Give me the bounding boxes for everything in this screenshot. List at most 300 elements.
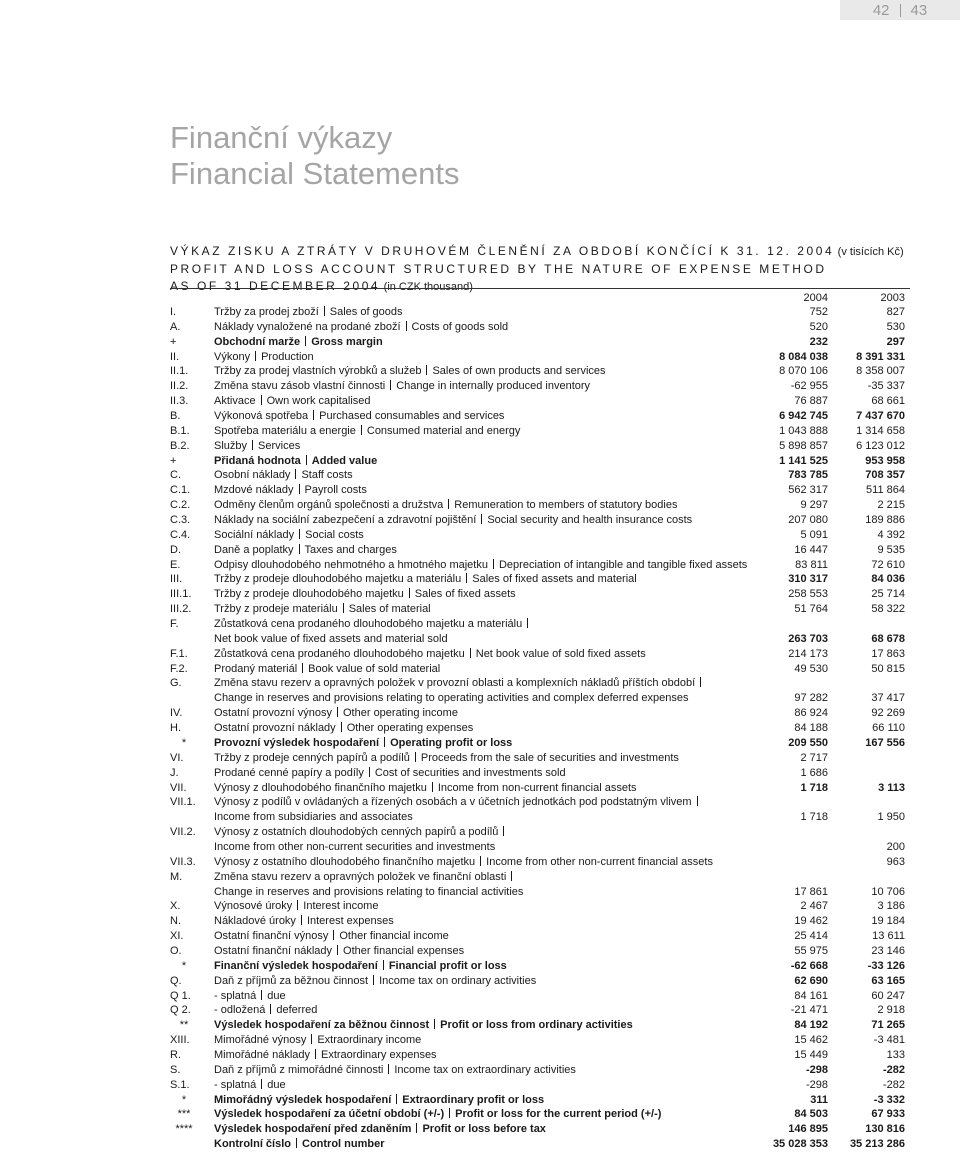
- value-2003: 68 661: [871, 395, 905, 408]
- row-label-czech: Tržby z prodeje dlouhodobého majetku a materiálu: [214, 573, 462, 586]
- heading-divider: [170, 288, 910, 289]
- row-code: C.3.: [170, 514, 191, 527]
- row-label: [214, 677, 706, 689]
- value-2003: 7 437 670: [856, 410, 905, 423]
- value-2003: 84 036: [871, 573, 905, 586]
- table-row: [0, 960, 960, 975]
- table-row: [0, 440, 960, 455]
- label-separator: [396, 1094, 397, 1104]
- row-label: [214, 499, 677, 511]
- table-row: [0, 1064, 960, 1079]
- label-separator: [493, 559, 494, 569]
- row-label-english: Profit or loss for the current period (+/-): [455, 1108, 662, 1121]
- row-code: F.1.: [170, 647, 188, 660]
- row-code: C.4.: [170, 528, 191, 541]
- label-separator: [700, 677, 701, 687]
- table-row: [0, 1004, 960, 1019]
- row-label-czech: Tržby z prodeje cenných papírů a podílů: [214, 751, 410, 764]
- value-2004: 311: [810, 1093, 828, 1106]
- table-row: [0, 782, 960, 797]
- value-2004: 1 686: [800, 766, 828, 779]
- row-label: [214, 1049, 437, 1061]
- statement-table: [0, 306, 960, 1153]
- value-2003: 25 714: [871, 588, 905, 601]
- row-code: E.: [170, 558, 181, 571]
- row-label-czech: Přidaná hodnota: [214, 454, 301, 467]
- value-2003: 60 247: [871, 989, 905, 1002]
- heading-czech: VÝKAZ ZISKU A ZTRÁTY V DRUHOVÉM ČLENĚNÍ ZA OBDOBÍ KONČÍCÍ K 31. 12. 2004: [170, 244, 835, 258]
- label-separator: [503, 826, 504, 836]
- row-label-english: Interest expenses: [306, 915, 394, 928]
- row-code: D.: [170, 543, 181, 556]
- row-label-english: Costs of goods sold: [411, 320, 509, 333]
- value-2004: -21 471: [790, 1004, 828, 1017]
- row-code: II.2.: [170, 380, 189, 393]
- label-separator: [255, 351, 256, 361]
- row-label-czech: Výsledek hospodaření před zdaněním: [214, 1123, 412, 1136]
- row-label-english: Social costs: [305, 528, 364, 541]
- table-row: [0, 975, 960, 990]
- row-label-english: Other financial income: [339, 930, 449, 943]
- value-2004: 8 084 038: [779, 350, 828, 363]
- value-2003: -282: [882, 1063, 905, 1076]
- row-label: [214, 707, 458, 719]
- row-label-czech: Daň z příjmů za běžnou činnost: [214, 974, 369, 987]
- row-label: [214, 588, 516, 600]
- label-separator: [343, 603, 344, 613]
- label-separator: [426, 365, 427, 375]
- table-row: [0, 603, 960, 618]
- value-2004: 83 811: [795, 558, 828, 571]
- row-code: VII.: [170, 781, 187, 794]
- row-label-czech: Změna stavu rezerv a opravných položek v provozní oblasti a komplexních nákladů příštích období: [214, 677, 696, 690]
- row-label-czech: - splatná: [214, 989, 257, 1002]
- label-separator: [337, 707, 338, 717]
- row-label: [214, 440, 300, 452]
- table-row: [0, 559, 960, 574]
- value-2004: -62 955: [790, 380, 828, 393]
- label-separator: [466, 573, 467, 583]
- label-separator: [481, 514, 482, 524]
- label-separator: [324, 306, 325, 316]
- table-row: [0, 663, 960, 678]
- row-label-czech: - odložená: [214, 1004, 266, 1017]
- row-code: B.1.: [170, 424, 190, 437]
- label-separator: [390, 380, 391, 390]
- row-label-czech: Odpisy dlouhodobého nehmotného a hmotného majetku: [214, 558, 488, 571]
- value-2003: 953 958: [865, 454, 905, 467]
- value-2003: 68 678: [871, 632, 905, 645]
- value-2003: -3 332: [873, 1093, 905, 1106]
- value-2003: -282: [882, 1078, 905, 1091]
- value-2003: 23 146: [871, 944, 905, 957]
- table-row: [0, 544, 960, 559]
- row-code: C.: [170, 469, 181, 482]
- label-separator: [527, 618, 528, 628]
- row-label-czech: Změna stavu zásob vlastní činnosti: [214, 380, 386, 393]
- row-code: Q 1.: [170, 989, 191, 1002]
- value-2003: 189 886: [865, 514, 905, 527]
- table-row: [0, 826, 960, 841]
- label-separator: [470, 648, 471, 658]
- row-code: O.: [170, 944, 182, 957]
- label-separator: [697, 796, 698, 806]
- table-row: [0, 677, 960, 692]
- row-label-czech: Mimořádné náklady: [214, 1048, 310, 1061]
- value-2003: 200: [886, 840, 905, 853]
- page-title: [170, 120, 459, 192]
- row-label-czech: Tržby z prodeje materiálu: [214, 603, 338, 616]
- row-label-english: Taxes and charges: [304, 543, 397, 556]
- table-row: [0, 1049, 960, 1064]
- value-2003: 511 864: [866, 484, 905, 497]
- label-separator: [369, 767, 370, 777]
- row-label: [214, 544, 397, 556]
- row-label-english: Control number: [302, 1138, 385, 1151]
- row-label-english: Income from other non-current financial assets: [486, 855, 713, 868]
- row-label: [214, 336, 383, 348]
- value-2003: -3 481: [873, 1034, 905, 1047]
- value-2004: 25 414: [794, 930, 828, 943]
- label-separator: [261, 395, 262, 405]
- table-row: [0, 395, 960, 410]
- table-row: [0, 900, 960, 915]
- value-2004: 16 447: [794, 543, 828, 556]
- table-row: [0, 737, 960, 752]
- row-label-czech: Finanční výsledek hospodaření: [214, 959, 378, 972]
- value-2003: 17 863: [871, 647, 905, 660]
- value-2004: 783 785: [788, 469, 828, 482]
- row-label-english: Production: [261, 350, 314, 363]
- row-label-czech: Ostatní finanční náklady: [214, 944, 333, 957]
- row-code: C.1.: [170, 484, 191, 497]
- table-row: [0, 588, 960, 603]
- value-2003: 19 184: [871, 915, 905, 928]
- row-label-czech: - splatná: [214, 1078, 257, 1091]
- label-separator: [302, 663, 303, 673]
- row-label: [214, 886, 523, 898]
- row-label-english: Income tax on extraordinary activities: [394, 1063, 576, 1076]
- value-2004: 1 718: [800, 811, 828, 824]
- value-2004: 310 317: [788, 573, 828, 586]
- value-2004: 562 317: [788, 484, 828, 497]
- row-label: [214, 1123, 546, 1135]
- page-number-divider: [900, 4, 901, 17]
- row-code: B.: [170, 410, 181, 423]
- row-label: [214, 1094, 544, 1106]
- table-row: [0, 1094, 960, 1109]
- row-label: [214, 573, 637, 585]
- value-2004: 214 173: [788, 647, 828, 660]
- row-label-english: Proceeds from the sale of securities and investments: [420, 751, 679, 764]
- value-2004: 17 861: [794, 885, 828, 898]
- value-2004: 2 717: [800, 751, 828, 764]
- table-row: [0, 1079, 960, 1094]
- value-2004: 146 895: [788, 1123, 828, 1136]
- row-code: X.: [170, 900, 181, 913]
- label-separator: [270, 1004, 271, 1014]
- value-2004: -62 668: [790, 959, 828, 972]
- row-label-czech: Výnosy z ostatních dlouhodobých cenných papírů a podílů: [214, 826, 499, 839]
- table-row: [0, 306, 960, 321]
- column-header-2004: 2004: [803, 292, 828, 304]
- row-label-english: Other operating income: [343, 707, 458, 720]
- row-label: [214, 306, 403, 318]
- value-2003: 35 213 286: [849, 1138, 905, 1151]
- row-code: B.2.: [170, 439, 190, 452]
- row-label-czech: Tržby za prodej zboží: [214, 306, 319, 318]
- value-2004: 520: [809, 320, 828, 333]
- value-2003: 1 950: [877, 811, 905, 824]
- row-label: [214, 410, 504, 422]
- heading-line-1: [170, 243, 910, 261]
- value-2004: 84 503: [794, 1108, 828, 1121]
- row-label-english: Extraordinary profit or loss: [402, 1093, 545, 1106]
- table-row: [0, 856, 960, 871]
- row-label: [214, 351, 314, 363]
- value-2004: 76 887: [794, 395, 828, 408]
- table-row: [0, 811, 960, 826]
- row-label: [214, 930, 449, 942]
- label-separator: [295, 469, 296, 479]
- row-label-english: Consumed material and energy: [366, 424, 521, 437]
- value-2003: 72 610: [871, 558, 905, 571]
- label-separator: [252, 440, 253, 450]
- row-label-czech: Ostatní provozní náklady: [214, 722, 336, 735]
- row-label: [214, 1064, 576, 1076]
- row-label-english: Net book value of sold fixed assets: [475, 647, 646, 660]
- row-label: [214, 975, 536, 987]
- row-code: F.2.: [170, 662, 188, 675]
- label-separator: [406, 321, 407, 331]
- row-code: S.1.: [170, 1078, 190, 1091]
- table-row: [0, 455, 960, 470]
- label-separator: [297, 900, 298, 910]
- row-label-english: Services: [258, 439, 301, 452]
- row-label-czech: Ostatní provozní výnosy: [214, 707, 332, 720]
- label-separator: [301, 915, 302, 925]
- value-2003: 6 123 012: [856, 439, 905, 452]
- row-label: [214, 469, 353, 481]
- table-row: [0, 336, 960, 351]
- row-code: F.: [170, 618, 179, 631]
- table-row: [0, 886, 960, 901]
- row-label-czech: Náklady vynaložené na prodané zboží: [214, 320, 401, 333]
- row-label: [214, 826, 509, 838]
- row-label-czech: Aktivace: [214, 395, 256, 408]
- label-separator: [315, 1049, 316, 1059]
- value-2004: 84 188: [794, 722, 828, 735]
- row-label-english: Change in internally produced inventory: [396, 380, 591, 393]
- row-label-english: Other operating expenses: [346, 722, 474, 735]
- row-code: N.: [170, 915, 181, 928]
- value-2003: 297: [886, 335, 905, 348]
- row-label-czech: Mzdové náklady: [214, 484, 294, 497]
- row-code: III.1.: [170, 588, 192, 601]
- value-2004: 5 898 857: [779, 439, 828, 452]
- table-row: [0, 365, 960, 380]
- page-number-left: 42: [872, 1, 890, 19]
- row-label: [214, 395, 371, 407]
- column-header-2003: 2003: [880, 292, 905, 304]
- row-label-czech: Výnosy z dlouhodobého finančního majetku: [214, 781, 427, 794]
- row-label: [214, 603, 431, 615]
- row-label: [214, 722, 473, 734]
- row-label: [214, 1004, 317, 1016]
- row-label-czech: Náklady na sociální zabezpečení a zdravotní pojištění: [214, 514, 477, 527]
- row-label-english: Financial profit or loss: [388, 959, 507, 972]
- row-label-czech: Income from other non-current securities and investments: [214, 840, 496, 853]
- row-label-czech: Výsledek hospodaření za účetní období (+/-): [214, 1108, 445, 1121]
- row-label: [214, 618, 533, 630]
- row-label: [214, 663, 440, 675]
- label-separator: [384, 737, 385, 747]
- row-label: [214, 321, 508, 333]
- row-code: Q.: [170, 974, 182, 987]
- row-label: [214, 871, 517, 883]
- row-code: J.: [170, 766, 179, 779]
- label-separator: [409, 588, 410, 598]
- row-label-english: Payroll costs: [304, 484, 367, 497]
- row-label-czech: Obchodní marže: [214, 335, 301, 348]
- heading-english: PROFIT AND LOSS ACCOUNT STRUCTURED BY THE NATURE OF EXPENSE METHOD: [170, 262, 827, 276]
- row-label: [214, 915, 394, 927]
- value-2003: 71 265: [871, 1019, 905, 1032]
- row-code: *: [181, 959, 187, 972]
- row-label-english: Operating profit or loss: [390, 736, 513, 749]
- label-separator: [337, 945, 338, 955]
- value-2004: 1 718: [800, 781, 828, 794]
- value-2003: -35 337: [867, 380, 905, 393]
- row-code: +: [170, 454, 177, 467]
- row-label-english: Profit or loss from ordinary activities: [440, 1019, 633, 1032]
- value-2004: 232: [809, 335, 828, 348]
- label-separator: [511, 871, 512, 881]
- row-code: Q 2.: [170, 1004, 191, 1017]
- value-2004: -298: [805, 1063, 828, 1076]
- row-label-czech: Ostatní finanční výnosy: [214, 930, 329, 943]
- row-code: S.: [170, 1063, 181, 1076]
- row-label: [214, 365, 606, 377]
- row-label-english: Depreciation of intangible and tangible fixed assets: [498, 558, 748, 571]
- label-separator: [299, 484, 300, 494]
- row-label-czech: Daň z příjmů z mimořádné činnosti: [214, 1063, 384, 1076]
- label-separator: [432, 782, 433, 792]
- label-separator: [296, 1138, 297, 1148]
- table-row: [0, 351, 960, 366]
- value-2004: 1 141 525: [779, 454, 828, 467]
- row-label: [214, 484, 367, 496]
- row-label-english: Cost of securities and investments sold: [374, 766, 566, 779]
- row-label-czech: Kontrolní číslo: [214, 1138, 291, 1151]
- label-separator: [388, 1064, 389, 1074]
- row-label: [214, 1019, 633, 1031]
- row-label: [214, 648, 646, 660]
- row-code: **: [179, 1019, 189, 1032]
- row-label-english: due: [267, 989, 286, 1002]
- row-code: *: [181, 736, 187, 749]
- row-code: III.: [170, 573, 183, 586]
- value-2004: 1 043 888: [779, 424, 828, 437]
- value-2004: 49 530: [794, 662, 828, 675]
- value-2004: 2 467: [800, 900, 828, 913]
- value-2003: 66 110: [872, 722, 905, 735]
- row-label-english: Profit or loss before tax: [422, 1123, 546, 1136]
- table-row: [0, 1034, 960, 1049]
- value-2004: 258 553: [788, 588, 828, 601]
- row-label-english: Staff costs: [301, 469, 353, 482]
- row-code: VII.1.: [170, 796, 196, 809]
- row-label: [214, 856, 713, 868]
- title-czech: Finanční výkazy: [170, 120, 393, 155]
- row-label-czech: Výnosové úroky: [214, 900, 293, 913]
- table-row: [0, 1108, 960, 1123]
- row-label: [214, 1079, 286, 1091]
- table-row: [0, 915, 960, 930]
- row-label-czech: Změna stavu rezerv a opravných položek ve finanční oblasti: [214, 870, 507, 883]
- row-label-english: due: [267, 1078, 286, 1091]
- row-code: XI.: [170, 930, 184, 943]
- row-label-czech: Výkonová spotřeba: [214, 410, 309, 423]
- value-2003: 4 392: [877, 528, 905, 541]
- table-row: [0, 618, 960, 633]
- row-label-english: Sales of fixed assets and material: [472, 573, 637, 586]
- value-2003: 3 113: [878, 781, 905, 794]
- page-number-tab: [840, 0, 960, 20]
- table-row: [0, 752, 960, 767]
- value-2004: 9 297: [800, 499, 828, 512]
- row-label-czech: Mimořádný výsledek hospodaření: [214, 1093, 392, 1106]
- row-label-english: Own work capitalised: [266, 395, 371, 408]
- value-2003: 10 706: [871, 885, 905, 898]
- row-label-english: Purchased consumables and services: [319, 410, 505, 423]
- row-label-czech: Provozní výsledek hospodaření: [214, 736, 380, 749]
- value-2004: 55 975: [794, 944, 828, 957]
- page-number-right: 43: [910, 1, 928, 19]
- row-label: [214, 514, 692, 526]
- row-code: II.3.: [170, 395, 189, 408]
- table-row: [0, 1123, 960, 1138]
- row-code: II.: [170, 350, 180, 363]
- row-label: [214, 1138, 385, 1150]
- row-label-english: Gross margin: [311, 335, 383, 348]
- row-code: VI.: [170, 751, 184, 764]
- value-2004: 263 703: [788, 632, 828, 645]
- label-separator: [449, 1108, 450, 1118]
- label-separator: [415, 752, 416, 762]
- table-row: [0, 380, 960, 395]
- row-label-czech: Sociální náklady: [214, 528, 295, 541]
- row-label: [214, 811, 413, 823]
- row-label: [214, 960, 507, 972]
- label-separator: [311, 1034, 312, 1044]
- row-label: [214, 990, 286, 1002]
- label-separator: [305, 336, 306, 346]
- row-label-czech: Tržby za prodej vlastních výrobků a služeb: [214, 365, 422, 378]
- table-row: [0, 722, 960, 737]
- row-label: [214, 752, 679, 764]
- row-label: [214, 380, 590, 392]
- table-row: [0, 1138, 960, 1153]
- row-label-czech: Odměny členům orgánů společnosti a družstva: [214, 499, 444, 512]
- label-separator: [333, 930, 334, 940]
- row-label-czech: Mimořádné výnosy: [214, 1034, 307, 1047]
- label-separator: [416, 1123, 417, 1133]
- value-2003: 1 314 658: [856, 424, 905, 437]
- value-2003: 708 357: [865, 469, 905, 482]
- row-code: H.: [170, 722, 181, 735]
- row-label-czech: Výsledek hospodaření za běžnou činnost: [214, 1019, 430, 1032]
